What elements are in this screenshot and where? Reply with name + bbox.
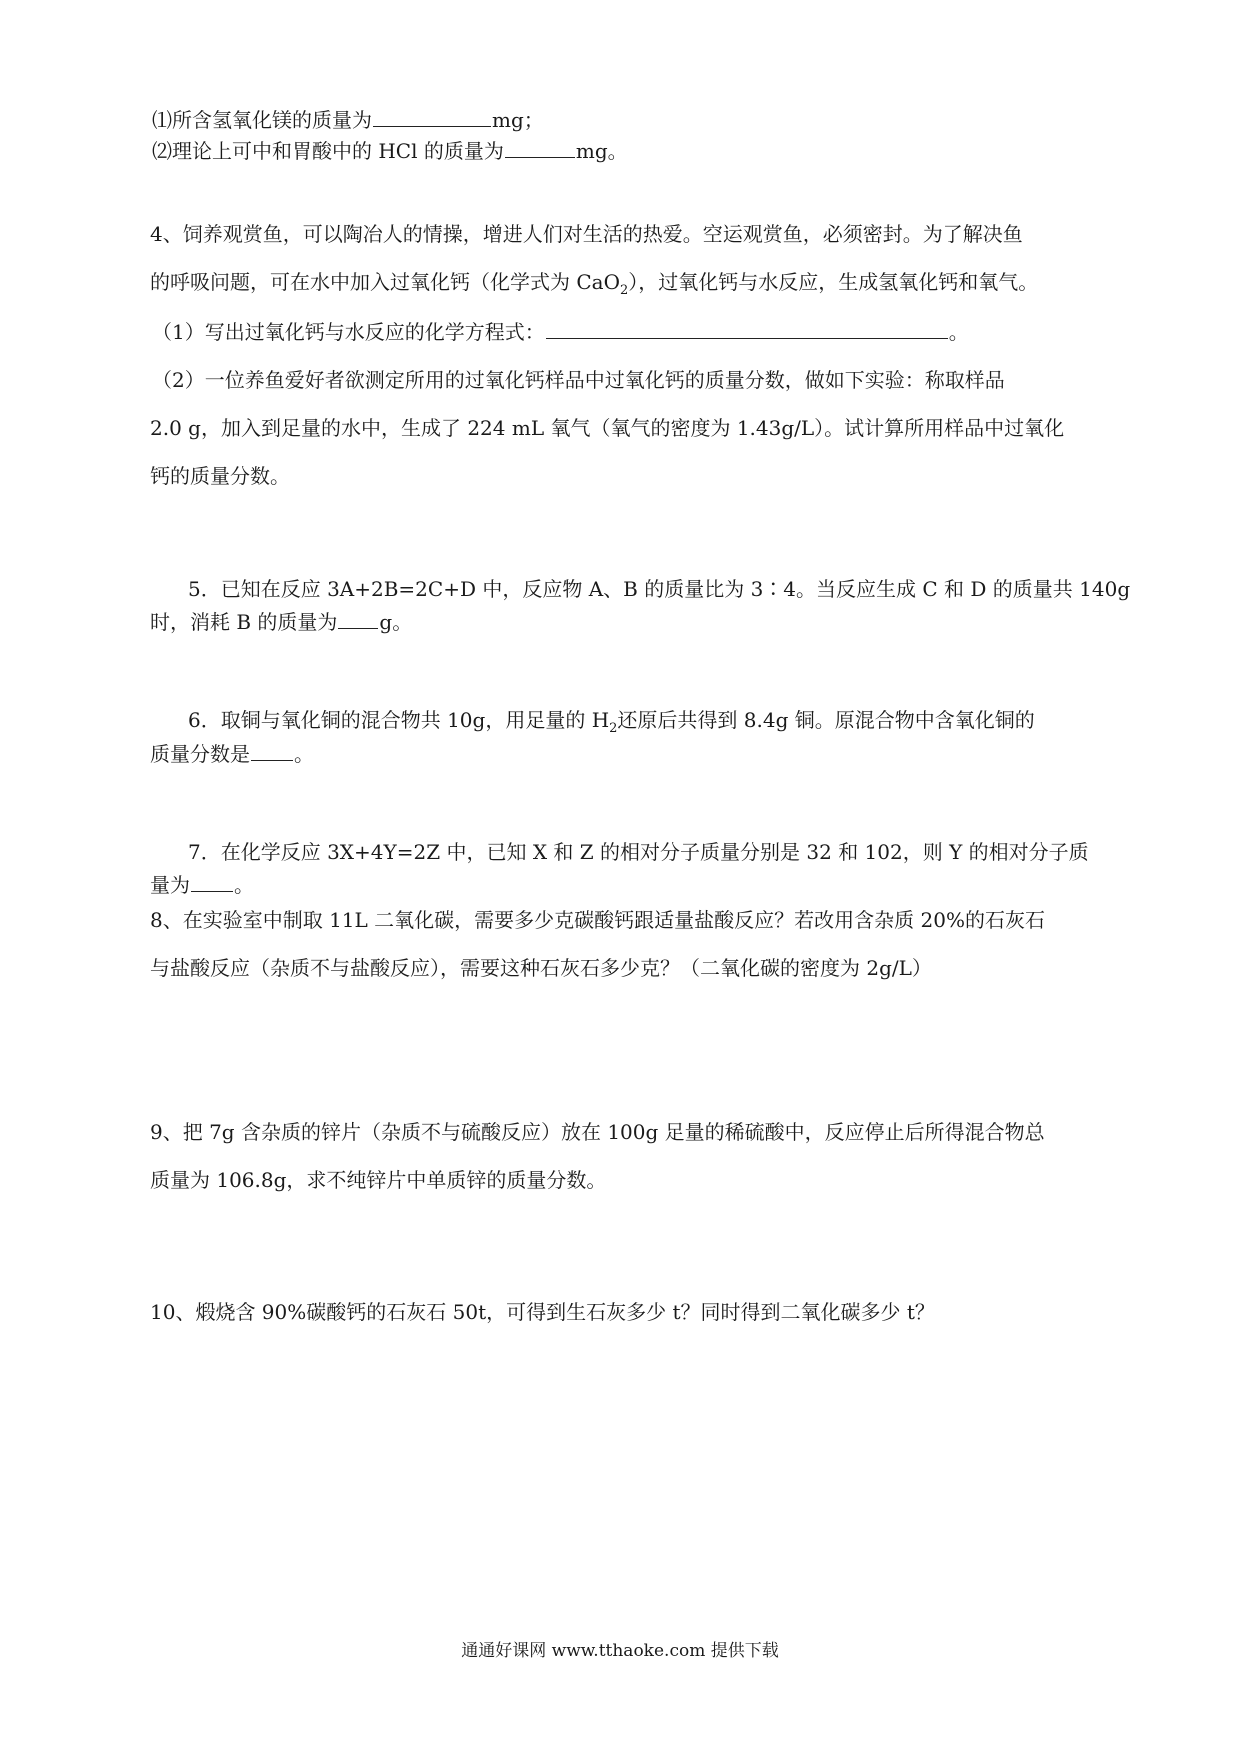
q6-line2-end: 。 (294, 742, 314, 766)
q3-part1-unit: mg； (492, 108, 544, 132)
q3-part2-text: ⑵理论上可中和胃酸中的 HCl 的质量为 (152, 139, 504, 163)
q7-line2-text: 量为 (150, 873, 190, 897)
q6-line1-text-end: 还原后共得到 8.4g 铜。原混合物中含氧化铜的 (617, 708, 1035, 732)
q4-formula-subscript: 2 (619, 283, 629, 298)
q6-line2-text: 质量分数是 (150, 742, 250, 766)
q8-line2: 与盐酸反应（杂质不与盐酸反应），需要这种石灰石多少克？（二氧化碳的密度为 2g/L） (150, 956, 932, 980)
q9-line2: 质量为 106.8g，求不纯锌片中单质锌的质量分数。 (150, 1168, 607, 1192)
q5-line2-text: 时，消耗 B 的质量为 (150, 610, 338, 634)
q7-blank[interactable] (191, 871, 233, 892)
q7-line1: 7．在化学反应 3X+4Y=2Z 中，已知 X 和 Z 的相对分子质量分别是 32 和 102，则 Y 的相对分子质 (188, 840, 1089, 864)
q4-line2-text: 的呼吸问题，可在水中加入过氧化钙（化学式为 CaO (150, 270, 620, 294)
page-footer: 通通好课网 www.tthaoke.com 提供下载 (461, 1641, 779, 1661)
q5-line2-unit: g。 (379, 610, 413, 634)
q4-equation-blank[interactable] (546, 318, 948, 339)
q3-part2-unit: mg。 (575, 139, 628, 163)
q4-line1: 4、饲养观赏鱼，可以陶冶人的情操，增进人们对生活的热爱。空运观赏鱼，必须密封。为了解决鱼 (150, 222, 1023, 246)
q4-line2-text-end: ），过氧化钙与水反应，生成氢氧化钙和氧气。 (628, 270, 1039, 294)
q4-part2-line2: 2.0 g，加入到足量的水中，生成了 224 mL 氧气（氧气的密度为 1.43g/L）。试计算所用样品中过氧化 (150, 416, 1065, 440)
q3-part1-blank[interactable] (373, 106, 491, 127)
q6-line1 (188, 706, 1035, 743)
q7-line2-end: 。 (234, 873, 254, 897)
q4-part2-line3: 钙的质量分数。 (150, 464, 290, 488)
q4-part1-end: 。 (948, 320, 969, 344)
q4-line2 (150, 268, 1038, 305)
q5-line2 (150, 608, 412, 636)
q3-part2 (152, 137, 628, 165)
q8-line1: 8、在实验室中制取 11L 二氧化碳，需要多少克碳酸钙跟适量盐酸反应？若改用含杂质 20%的石灰石 (150, 908, 1045, 932)
q6-line2 (150, 740, 314, 768)
q5-blank[interactable] (338, 608, 378, 629)
q7-line2 (150, 871, 254, 899)
q9-line1: 9、把 7g 含杂质的锌片（杂质不与硫酸反应）放在 100g 足量的稀硫酸中，反应停止后所得混合物总 (150, 1120, 1045, 1144)
q10-line1: 10、煅烧含 90%碳酸钙的石灰石 50t，可得到生石灰多少 t？同时得到二氧化碳多少 t？ (150, 1300, 935, 1324)
q4-part1 (152, 318, 969, 346)
q5-line1: 5．已知在反应 3A+2B=2C+D 中，反应物 A、B 的质量比为 3∶4。当反应生成 C 和 D 的质量共 140g (188, 577, 1131, 601)
q4-part1-text: （1）写出过氧化钙与水反应的化学方程式： (152, 320, 545, 344)
q3-part1-text: ⑴所含氢氧化镁的质量为 (152, 108, 372, 132)
q6-blank[interactable] (251, 740, 293, 761)
q6-line1-text: 6．取铜与氧化铜的混合物共 10g，用足量的 H (188, 708, 610, 732)
q4-part2-line1: （2）一位养鱼爱好者欲测定所用的过氧化钙样品中过氧化钙的质量分数，做如下实验：称取样品 (152, 368, 1005, 392)
q3-part2-blank[interactable] (505, 137, 575, 158)
q3-part1 (152, 106, 544, 134)
q6-formula-subscript: 2 (609, 721, 618, 736)
